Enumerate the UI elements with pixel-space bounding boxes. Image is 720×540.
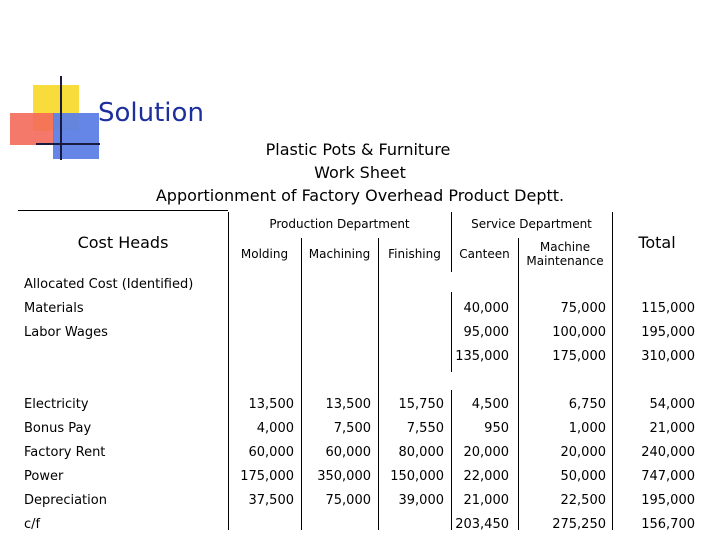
cell-finishing: 15,750 — [398, 397, 444, 412]
sheet-subject: Apportionment of Factory Overhead Product Deptt. — [155, 186, 565, 205]
cell-maintenance: 22,500 — [560, 493, 606, 508]
production-department-header: Production Department — [269, 217, 410, 231]
column-header-finishing: Finishing — [388, 247, 441, 261]
cell-canteen: 21,000 — [463, 493, 509, 508]
cell-maintenance: 100,000 — [552, 325, 606, 340]
column-header-molding: Molding — [240, 247, 289, 261]
column-header-machine-maintenance: Machine Maintenance — [526, 240, 604, 268]
allocated-cost-section-label: Allocated Cost (Identified) — [24, 277, 194, 292]
grid-line-maintenance-left — [518, 238, 519, 530]
cell-molding: 175,000 — [240, 469, 294, 484]
row-head: Electricity — [24, 397, 89, 412]
cell-finishing: 80,000 — [398, 445, 444, 460]
cell-canteen: 203,450 — [455, 517, 509, 532]
cell-total: 240,000 — [641, 445, 695, 460]
column-header-machining: Machining — [308, 247, 371, 261]
cell-canteen: 135,000 — [455, 349, 509, 364]
cell-molding: 13,500 — [248, 397, 294, 412]
cell-total: 54,000 — [649, 397, 695, 412]
cell-total: 115,000 — [641, 301, 695, 316]
cost-heads-header: Cost Heads — [77, 233, 169, 252]
row-head: c/f — [24, 517, 41, 532]
total-header: Total — [638, 233, 676, 252]
row-head: Labor Wages — [24, 325, 108, 340]
row-head: Factory Rent — [24, 445, 106, 460]
row-head: Power — [24, 469, 64, 484]
cell-total: 195,000 — [641, 325, 695, 340]
cell-maintenance: 275,250 — [552, 517, 606, 532]
cell-total: 747,000 — [641, 469, 695, 484]
sheet-name: Work Sheet — [314, 163, 406, 182]
cell-canteen: 40,000 — [463, 301, 509, 316]
cell-canteen: 22,000 — [463, 469, 509, 484]
cell-machining: 75,000 — [325, 493, 371, 508]
cell-finishing: 39,000 — [398, 493, 444, 508]
cell-total: 310,000 — [641, 349, 695, 364]
cell-machining: 60,000 — [325, 445, 371, 460]
cell-maintenance: 75,000 — [560, 301, 606, 316]
cell-maintenance: 1,000 — [568, 421, 606, 436]
grid-line-machining-left — [301, 238, 302, 530]
cell-machining: 350,000 — [317, 469, 371, 484]
cell-finishing: 7,550 — [406, 421, 444, 436]
cell-machining: 13,500 — [325, 397, 371, 412]
cell-machining: 7,500 — [333, 421, 371, 436]
company-name: Plastic Pots & Furniture — [265, 140, 451, 159]
cell-canteen: 4,500 — [471, 397, 509, 412]
cell-total: 156,700 — [641, 517, 695, 532]
row-head: Depreciation — [24, 493, 107, 508]
cell-maintenance: 6,750 — [568, 397, 606, 412]
cell-canteen: 20,000 — [463, 445, 509, 460]
row-head: Bonus Pay — [24, 421, 92, 436]
cell-molding: 4,000 — [256, 421, 294, 436]
cell-molding: 60,000 — [248, 445, 294, 460]
cell-total: 21,000 — [649, 421, 695, 436]
cell-maintenance: 175,000 — [552, 349, 606, 364]
row-head: Materials — [24, 301, 84, 316]
cell-total: 195,000 — [641, 493, 695, 508]
service-department-header: Service Department — [471, 217, 592, 231]
cell-maintenance: 20,000 — [560, 445, 606, 460]
header-top-rule — [18, 210, 228, 211]
cell-maintenance: 50,000 — [560, 469, 606, 484]
grid-line-finishing-left — [378, 238, 379, 530]
cell-canteen: 95,000 — [463, 325, 509, 340]
column-header-canteen: Canteen — [459, 247, 510, 261]
cell-canteen: 950 — [484, 421, 509, 436]
cell-finishing: 150,000 — [390, 469, 444, 484]
slide-title: Solution — [98, 98, 204, 128]
cell-molding: 37,500 — [248, 493, 294, 508]
